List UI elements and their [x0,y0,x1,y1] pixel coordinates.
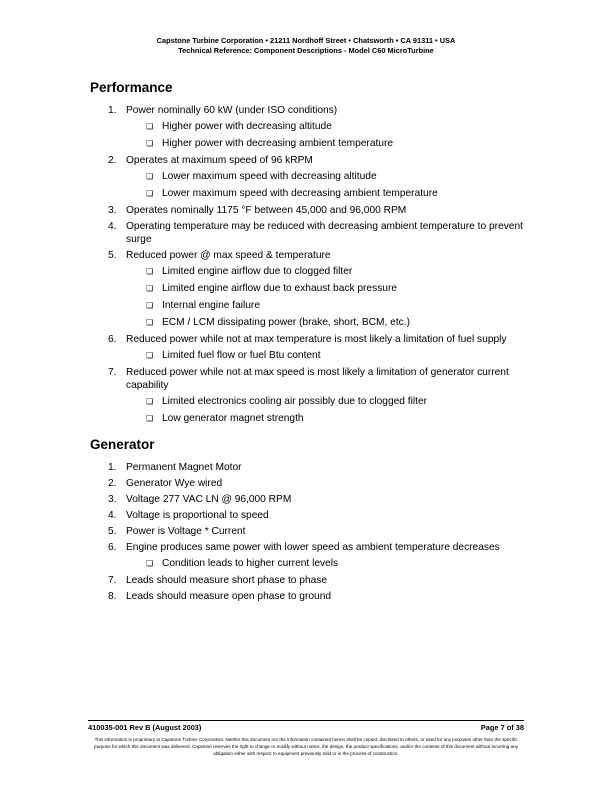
list-item-number: 7. [108,367,117,378]
sub-list [126,265,540,329]
checkbox-bullet-icon: ❏ [146,318,154,327]
list-item-text: Power is Voltage * Current [126,526,246,537]
list-item [90,574,540,587]
checkbox-bullet-icon: ❏ [146,284,154,293]
list-item-number: 1. [108,462,117,473]
list-item-text: Power nominally 60 kW (under ISO conditions) [126,105,338,116]
checkbox-bullet-icon: ❏ [146,414,154,423]
header-title: Technical Reference: Component Descriptions - Model C60 MicroTurbine [178,46,434,55]
checkbox-bullet-icon: ❏ [146,122,154,131]
list-item-text: Permanent Magnet Motor [126,462,242,473]
sub-list [126,120,540,150]
list-item [90,366,540,425]
sub-list-item-text: Limited electronics cooling air possibly due to clogged filter [162,396,428,407]
footer-document-id: 410035-001 Rev B (August 2003) [88,723,202,732]
list-item [90,590,540,603]
list-item [90,333,540,362]
list-item-text: Generator Wye wired [126,478,223,489]
list-item-number: 6. [108,334,117,345]
list-item [90,461,540,474]
sub-list-item-text: Condition leads to higher current levels [162,558,339,569]
list-item-number: 4. [108,221,117,232]
checkbox-bullet-icon: ❏ [146,172,154,181]
header-address: Capstone Turbine Corporation • 21211 Nordhoff Street • Chatsworth • CA 91311 • USA [156,36,456,45]
checkbox-bullet-icon: ❏ [146,351,154,360]
sub-list-item [126,265,540,278]
list-item-number: 5. [108,250,117,261]
page-header [0,36,612,56]
list-item [90,493,540,506]
sub-list-item-text: Limited engine airflow due to clogged filter [162,266,353,277]
sub-list-item-text: Higher power with decreasing altitude [162,121,332,132]
checkbox-bullet-icon: ❏ [146,189,154,198]
list-item [90,204,540,217]
sub-list-item [126,412,540,425]
sub-list-item [126,137,540,150]
checkbox-bullet-icon: ❏ [146,397,154,406]
sub-list [126,395,540,425]
list-item [90,104,540,150]
sub-list-item [126,120,540,133]
list-item-number: 3. [108,494,117,505]
sub-list-item-text: Internal engine failure [162,300,260,311]
sub-list [126,170,540,200]
list-item-text: Voltage 277 VAC LN @ 96,000 RPM [126,494,292,505]
document-body [90,80,540,606]
footer-divider [88,720,524,721]
list-item [90,541,540,570]
list-item [90,249,540,329]
sub-list-item-text: Lower maximum speed with decreasing ambient temperature [162,188,438,199]
list-item [90,477,540,490]
checkbox-bullet-icon: ❏ [146,301,154,310]
list-item [90,154,540,200]
list-item-text: Leads should measure open phase to ground [126,591,332,602]
list-item-number: 1. [108,105,117,116]
list-item-text: Operating temperature may be reduced with decreasing ambient temperature to prevent surge [126,221,523,245]
sub-list-item [126,557,540,570]
list-item-text: Reduced power @ max speed & temperature [126,250,331,261]
sub-list-item [126,282,540,295]
sub-list-item-text: Limited fuel flow or fuel Btu content [162,350,321,361]
sub-list-item [126,349,540,362]
list-item-number: 3. [108,205,117,216]
footer-page-number: Page 7 of 38 [480,723,524,732]
sub-list-item [126,170,540,183]
list-item-text: Leads should measure short phase to phase [126,575,328,586]
list-item-number: 2. [108,478,117,489]
generator-list [90,461,540,603]
sub-list-item [126,299,540,312]
sub-list-item-text: Low generator magnet strength [162,413,304,424]
sub-list-item [126,316,540,329]
performance-list [90,104,540,425]
section-heading-performance: Performance [90,80,173,95]
sub-list [126,557,540,570]
list-item-number: 2. [108,155,117,166]
list-item-number: 8. [108,591,117,602]
list-item-text: Operates at maximum speed of 96 kRPM [126,155,313,166]
list-item-text: Reduced power while not at max speed is most likely a limitation of generator current capability [126,367,509,391]
checkbox-bullet-icon: ❏ [146,139,154,148]
list-item-text: Operates nominally 1175 °F between 45,000 and 96,000 RPM [126,205,407,216]
list-item-text: Reduced power while not at max temperature is most likely a limitation of fuel supply [126,334,507,345]
sub-list-item [126,187,540,200]
footer-proprietary-notice: This information is proprietary to Capstone Turbine Corporation. Neither this document nor the information contained herein shall be copied, disclosed to others, or used for any purposes other than the specific purpose for which this document was delivered. Capstone reserves the right to change or modify without notice, the design, the product specifications, and/or the contents of this document without incurring any obligation either with respect to equipment previously sold or in the process of construction. [94,737,518,756]
list-item [90,509,540,522]
list-item-number: 6. [108,542,117,553]
sub-list-item-text: Lower maximum speed with decreasing altitude [162,171,377,182]
list-item [90,220,540,246]
checkbox-bullet-icon: ❏ [146,559,154,568]
list-item [90,525,540,538]
checkbox-bullet-icon: ❏ [146,267,154,276]
sub-list [126,349,540,362]
section-heading-generator: Generator [90,437,155,452]
list-item-text: Voltage is proportional to speed [126,510,269,521]
list-item-text: Engine produces same power with lower speed as ambient temperature decreases [126,542,500,553]
sub-list-item-text: ECM / LCM dissipating power (brake, short, BCM, etc.) [162,317,410,328]
sub-list-item-text: Limited engine airflow due to exhaust back pressure [162,283,398,294]
list-item-number: 5. [108,526,117,537]
sub-list-item-text: Higher power with decreasing ambient temperature [162,138,394,149]
sub-list-item [126,395,540,408]
list-item-number: 7. [108,575,117,586]
list-item-number: 4. [108,510,117,521]
